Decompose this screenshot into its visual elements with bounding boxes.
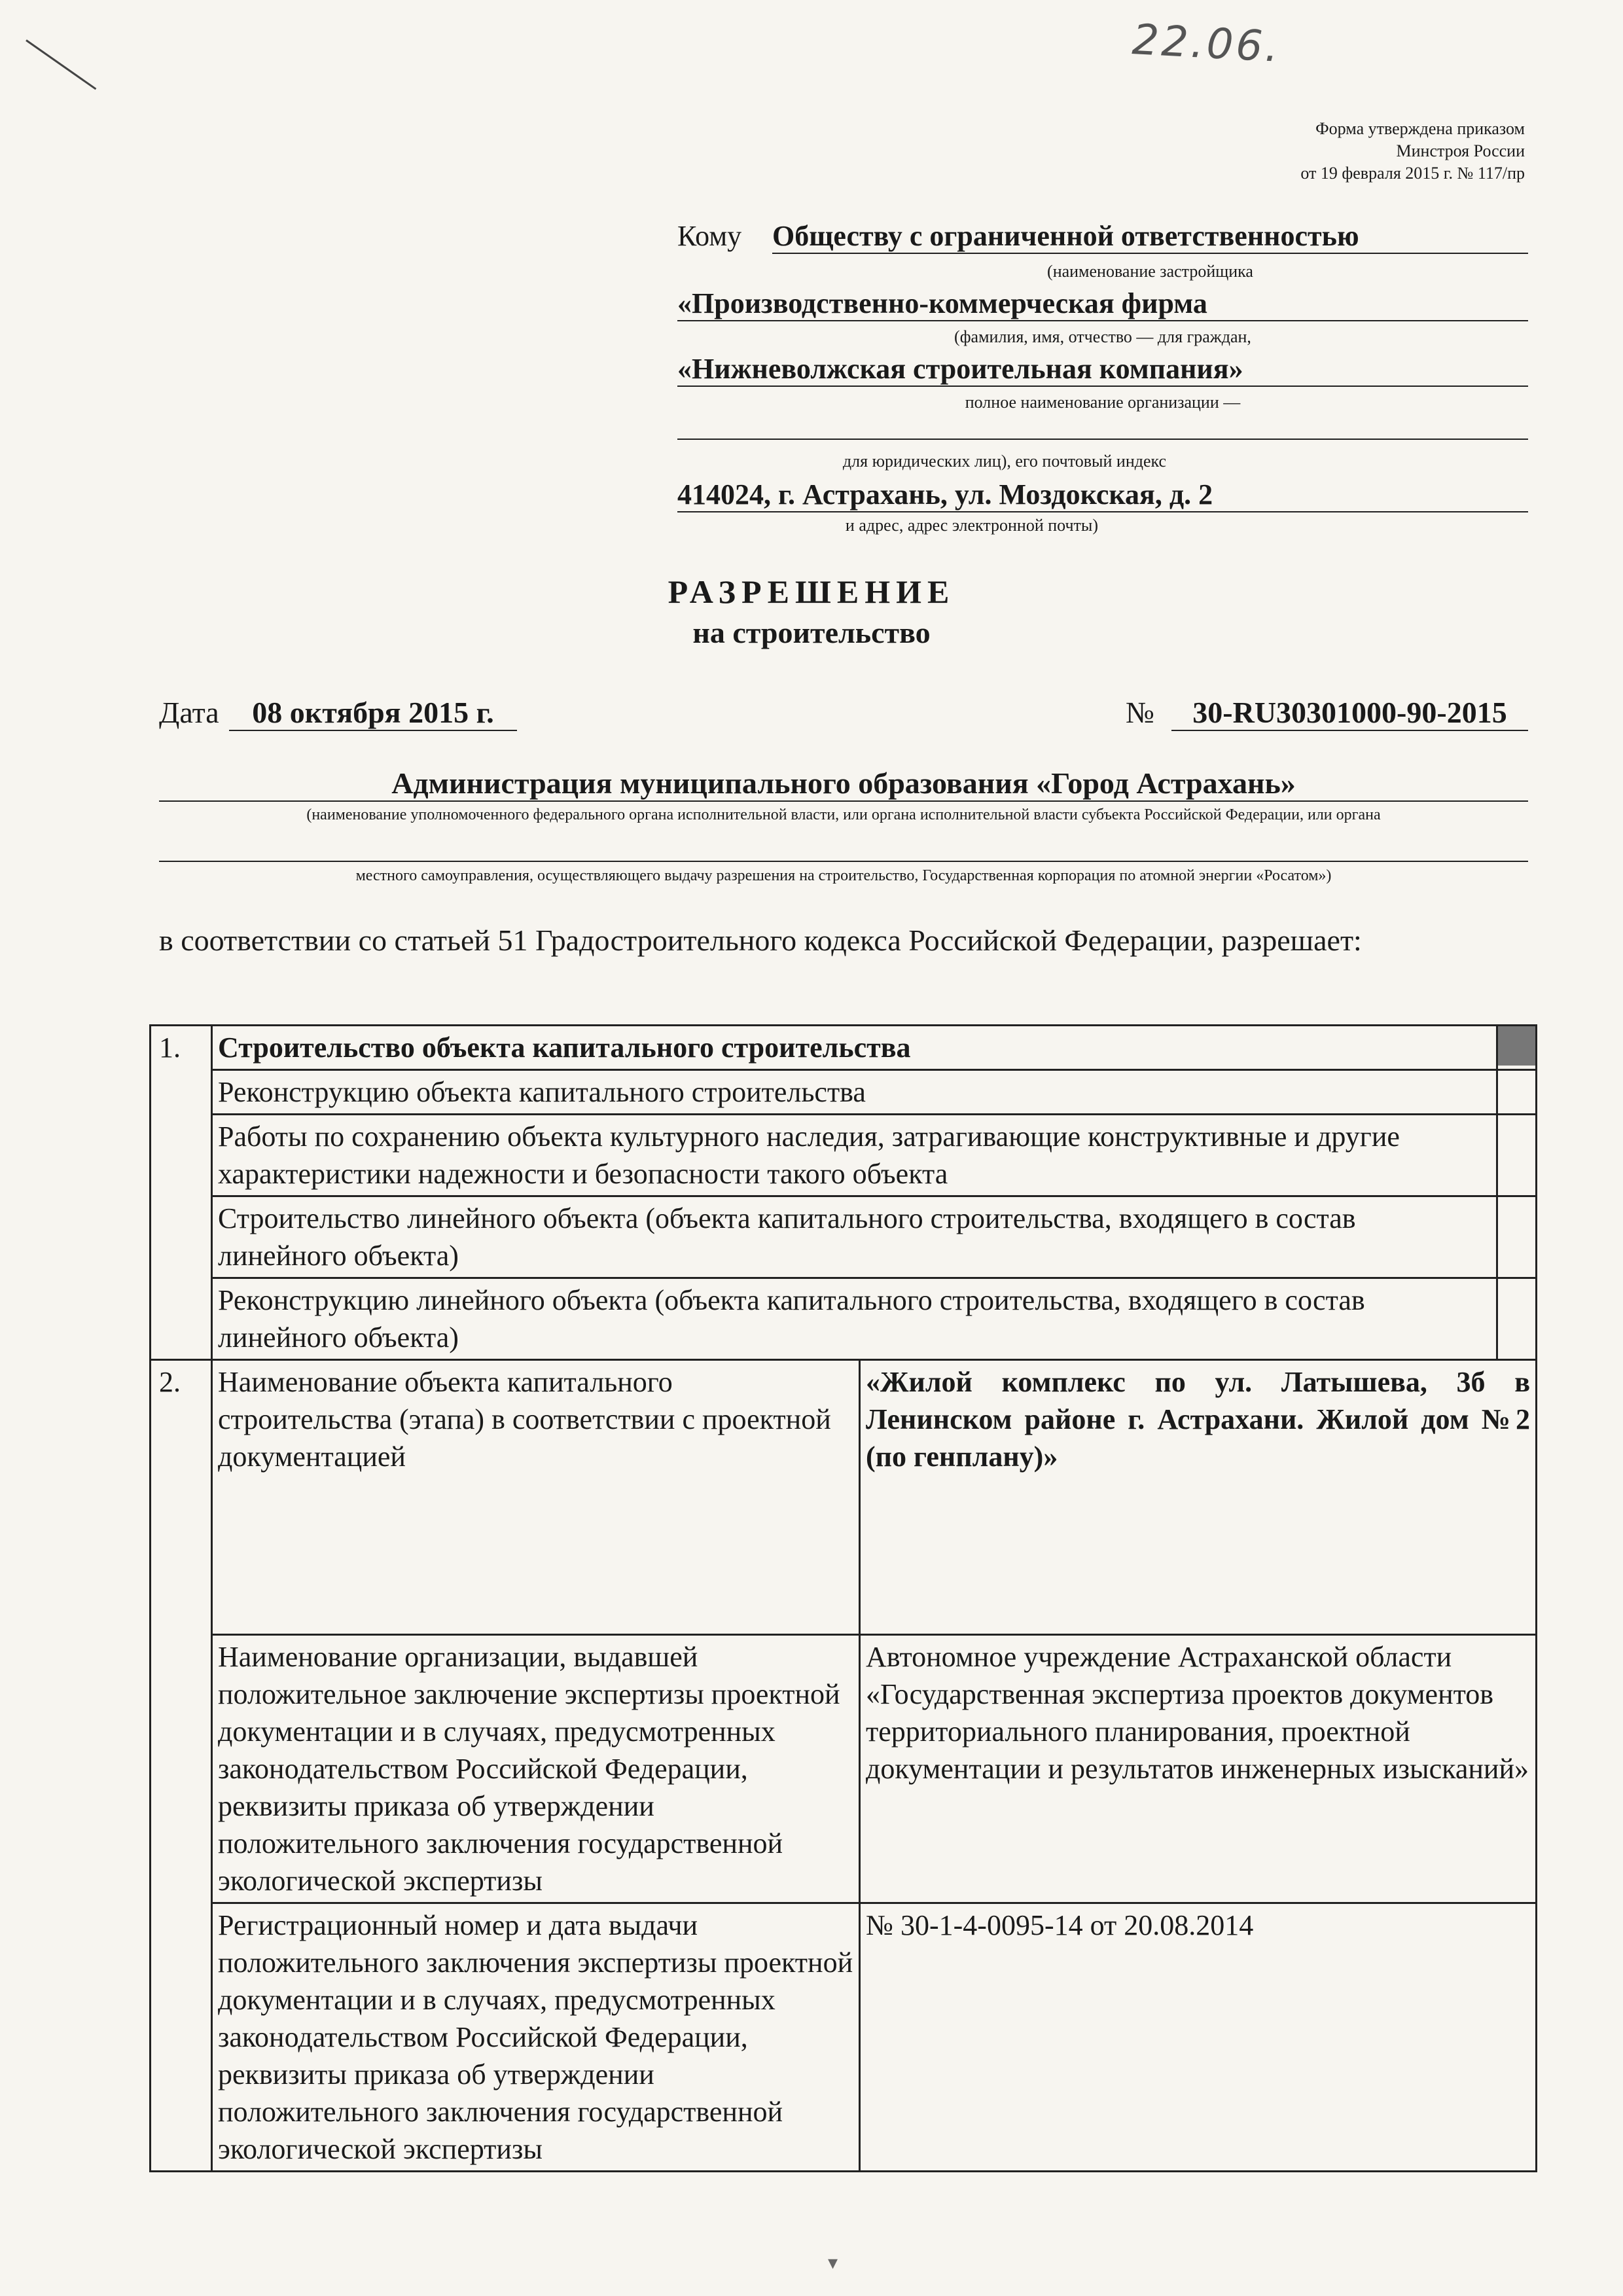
permits-text: в соответствии со статьей 51 Градостроительного кодекса Российской Федерации, разрешает: [159, 924, 1362, 957]
table-row [151, 1278, 1537, 1360]
authority-blank-line [159, 831, 1528, 862]
authority-name: Администрация муниципального образования «Город Астрахань» [159, 766, 1528, 802]
row-number: 1. [151, 1026, 212, 1360]
option-cultural-heritage: Работы по сохранению объекта культурного наследия, затрагивающие конструктивные и другие характеристики надежности и безопасности такого объекта [212, 1115, 1497, 1196]
document-subtitle: на строительство [692, 616, 931, 649]
option-new-construction: Строительство объекта капитального строительства [212, 1026, 1497, 1070]
checkbox-fill [1498, 1026, 1535, 1066]
form-approval-line: от 19 февраля 2015 г. № 117/пр [1300, 164, 1525, 183]
expertise-reg-value: № 30-1-4-0095-14 от 20.08.2014 [860, 1903, 1537, 2172]
checkbox-new-construction[interactable] [1497, 1026, 1537, 1070]
to-label: Кому [677, 220, 742, 252]
recipient-caption-2: (фамилия, имя, отчество — для граждан, [954, 327, 1251, 346]
table-row [151, 1903, 1537, 2172]
form-approval-line: Минстроя России [1396, 141, 1525, 160]
document-title: РАЗРЕШЕНИЕ [668, 573, 955, 610]
row-number: 2. [151, 1360, 212, 2172]
checkbox-cultural-heritage[interactable] [1497, 1115, 1537, 1196]
page-footer-mark: ▾ [828, 2252, 838, 2274]
table-row [151, 1635, 1537, 1903]
recipient-caption-1: (наименование застройщика [1047, 262, 1253, 281]
authority-caption-1: (наименование уполномоченного федерального органа исполнительной власти, или органа исполнительной власти субъекта Российской Федерации, или органа [306, 806, 1381, 823]
recipient-caption-3: полное наименование организации — [965, 393, 1241, 412]
recipient-line-3: «Нижневолжская строительная компания» [677, 352, 1528, 387]
object-name-label: Наименование объекта капитального строительства (этапа) в соответствии с проектной документацией [212, 1360, 860, 1635]
table-row [151, 1196, 1537, 1278]
table-row [151, 1115, 1537, 1196]
authority-caption-2: местного самоуправления, осуществляющего выдачу разрешения на строительство, Государственная корпорация по атомной энергии «Росатом») [355, 867, 1332, 884]
recipient-caption-5: и адрес, адрес электронной почты) [845, 516, 1099, 535]
option-linear-reconstruction: Реконструкцию линейного объекта (объекта капитального строительства, входящего в состав линейного объекта) [212, 1278, 1497, 1360]
form-approval-note [1300, 118, 1525, 185]
recipient-line-1: Обществу с ограниченной ответственностью [772, 219, 1528, 254]
table-row [151, 1070, 1537, 1115]
expertise-org-label: Наименование организации, выдавшей положительное заключение экспертизы проектной документации и в случаях, предусмотренных законодательством Российской Федерации, реквизиты приказа об утверждении положительного заключения государственной экологической экспертизы [212, 1635, 860, 1903]
checkbox-reconstruction[interactable] [1497, 1070, 1537, 1115]
recipient-address: 414024, г. Астрахань, ул. Моздокская, д. 2 [677, 478, 1528, 512]
date-value: 08 октября 2015 г. [229, 695, 517, 731]
option-linear-construction: Строительство линейного объекта (объекта капитального строительства, входящего в состав линейного объекта) [212, 1196, 1497, 1278]
expertise-org-value: Автономное учреждение Астраханской области «Государственная экспертиза проектов документов территориального планирования, проектной документации и результатов инженерных изысканий» [860, 1635, 1537, 1903]
form-approval-line: Форма утверждена приказом [1315, 119, 1525, 138]
recipient-blank-line [677, 422, 1528, 440]
option-reconstruction: Реконструкцию объекта капитального строительства [212, 1070, 1497, 1115]
permit-table [149, 1024, 1537, 2172]
pen-mark [26, 39, 96, 90]
table-row [151, 1360, 1537, 1635]
expertise-reg-label: Регистрационный номер и дата выдачи положительного заключения экспертизы проектной документации и в случаях, предусмотренных законодательством Российской Федерации, реквизиты приказа об утверждении положительного заключения государственной экологической экспертизы [212, 1903, 860, 2172]
recipient-caption-4: для юридических лиц), его почтовый индекс [842, 452, 1167, 471]
recipient-line-2: «Производственно-коммерческая фирма [677, 287, 1528, 321]
checkbox-linear-construction[interactable] [1497, 1196, 1537, 1278]
checkbox-linear-reconstruction[interactable] [1497, 1278, 1537, 1360]
handwritten-date-note: 22.06. [1131, 16, 1283, 72]
number-value: 30-RU30301000-90-2015 [1171, 695, 1528, 731]
table-row [151, 1026, 1537, 1070]
date-label: Дата [159, 696, 219, 729]
object-name-value: «Жилой комплекс по ул. Латышева, 3б в Ленинском районе г. Астрахани. Жилой дом №2 (по генплану)» [860, 1360, 1537, 1635]
number-label: № [1126, 696, 1154, 729]
